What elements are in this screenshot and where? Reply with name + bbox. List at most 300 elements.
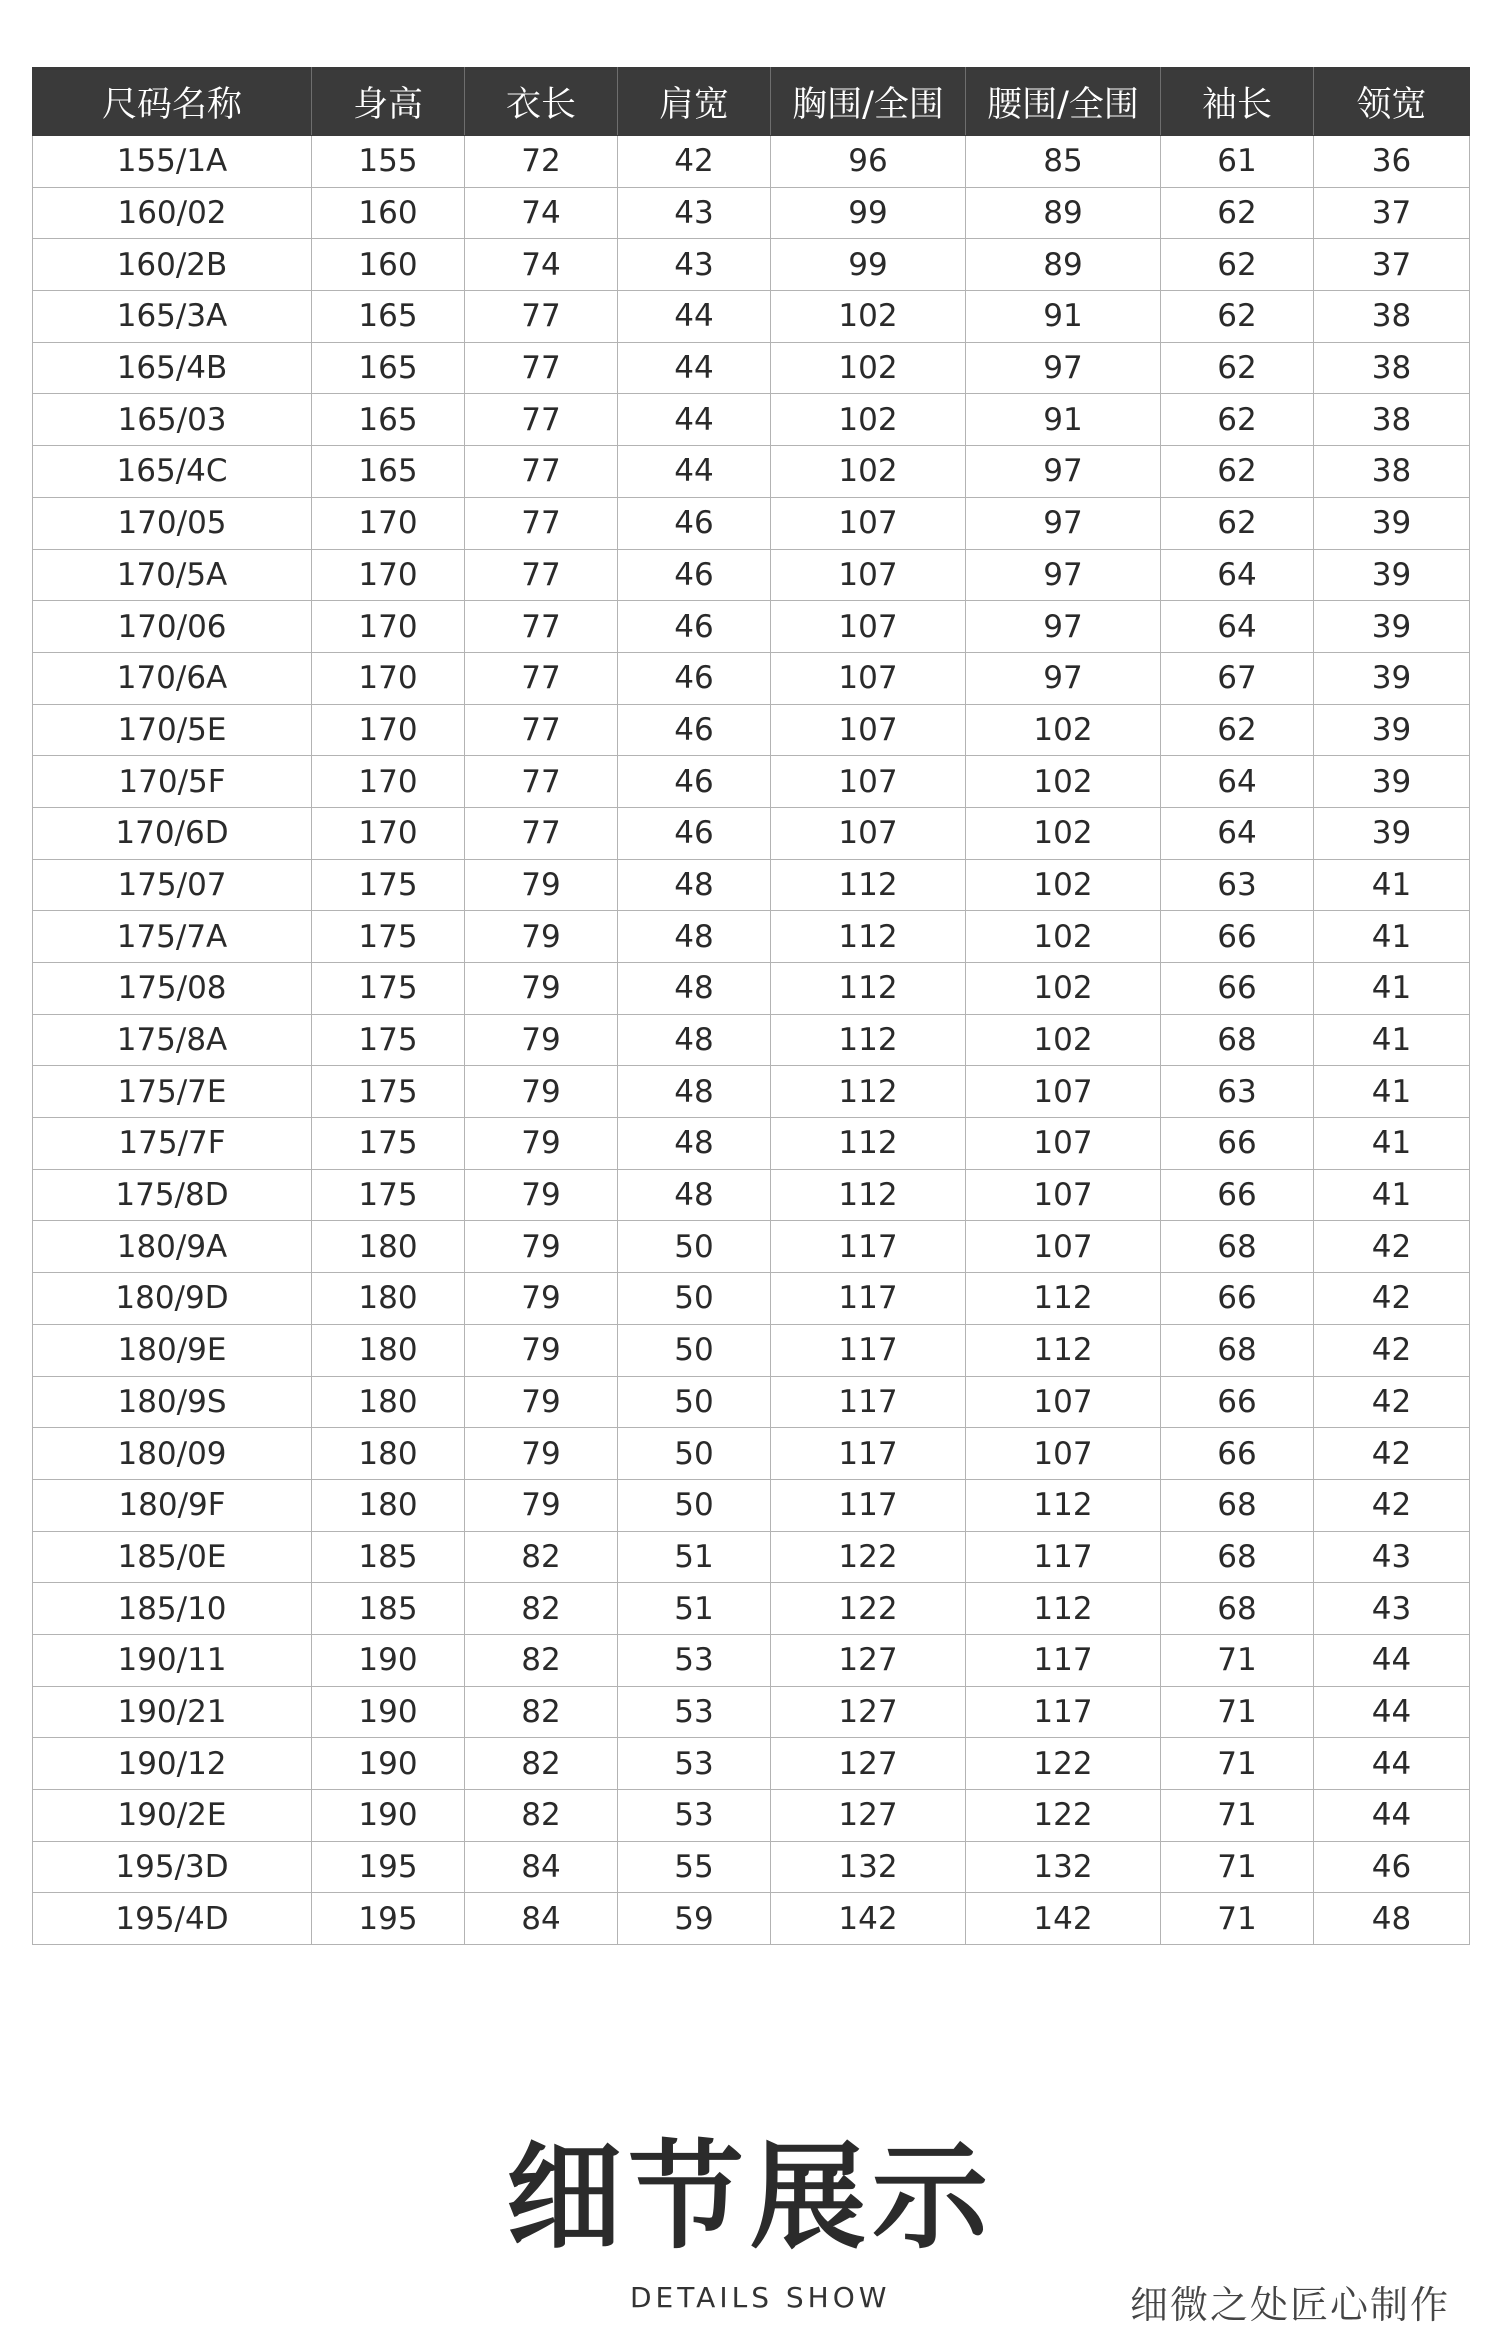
cell-chest: 107	[771, 807, 966, 859]
cell-sleeve-length: 68	[1161, 1583, 1314, 1635]
table-row	[33, 549, 1470, 601]
cell-chest: 107	[771, 497, 966, 549]
cell-collar-width: 43	[1314, 1531, 1470, 1583]
cell-height: 170	[312, 756, 465, 808]
cell-size-name: 175/7E	[33, 1066, 312, 1118]
table-row	[33, 1686, 1470, 1738]
cell-garment-length: 77	[465, 497, 618, 549]
cell-garment-length: 82	[465, 1583, 618, 1635]
cell-collar-width: 42	[1314, 1324, 1470, 1376]
table-row	[33, 239, 1470, 291]
cell-garment-length: 77	[465, 291, 618, 343]
cell-size-name: 165/3A	[33, 291, 312, 343]
cell-waist: 107	[966, 1169, 1161, 1221]
table-row	[33, 187, 1470, 239]
cell-shoulder-width: 53	[618, 1634, 771, 1686]
cell-shoulder-width: 51	[618, 1531, 771, 1583]
table-row	[33, 1893, 1470, 1945]
cell-chest: 99	[771, 187, 966, 239]
cell-height: 175	[312, 963, 465, 1015]
cell-waist: 112	[966, 1479, 1161, 1531]
cell-collar-width: 39	[1314, 497, 1470, 549]
cell-garment-length: 77	[465, 704, 618, 756]
cell-garment-length: 74	[465, 239, 618, 291]
cell-size-name: 175/7F	[33, 1118, 312, 1170]
cell-garment-length: 77	[465, 601, 618, 653]
size-chart-header-row	[33, 68, 1470, 136]
cell-chest: 127	[771, 1790, 966, 1842]
cell-shoulder-width: 46	[618, 652, 771, 704]
cell-shoulder-width: 50	[618, 1428, 771, 1480]
cell-shoulder-width: 50	[618, 1273, 771, 1325]
cell-height: 175	[312, 1169, 465, 1221]
details-tagline: 细微之处匠心制作	[1130, 2283, 1451, 2327]
cell-chest: 99	[771, 239, 966, 291]
cell-garment-length: 77	[465, 756, 618, 808]
cell-height: 175	[312, 1118, 465, 1170]
table-row	[33, 859, 1470, 911]
cell-size-name: 160/2B	[33, 239, 312, 291]
cell-shoulder-width: 46	[618, 601, 771, 653]
cell-waist: 91	[966, 394, 1161, 446]
table-row	[33, 1376, 1470, 1428]
table-row	[33, 704, 1470, 756]
table-row	[33, 1479, 1470, 1531]
header-collar-width: 领宽	[1314, 68, 1470, 136]
cell-sleeve-length: 68	[1161, 1531, 1314, 1583]
cell-garment-length: 79	[465, 1428, 618, 1480]
cell-waist: 85	[966, 136, 1161, 188]
header-size-name: 尺码名称	[33, 68, 312, 136]
cell-waist: 107	[966, 1118, 1161, 1170]
cell-sleeve-length: 64	[1161, 601, 1314, 653]
cell-size-name: 190/2E	[33, 1790, 312, 1842]
cell-collar-width: 48	[1314, 1893, 1470, 1945]
cell-collar-width: 39	[1314, 652, 1470, 704]
cell-height: 195	[312, 1893, 465, 1945]
table-row	[33, 911, 1470, 963]
cell-collar-width: 37	[1314, 187, 1470, 239]
cell-collar-width: 38	[1314, 291, 1470, 343]
table-row	[33, 1221, 1470, 1273]
cell-chest: 122	[771, 1531, 966, 1583]
cell-waist: 102	[966, 704, 1161, 756]
cell-garment-length: 77	[465, 446, 618, 498]
cell-collar-width: 42	[1314, 1221, 1470, 1273]
table-row	[33, 1014, 1470, 1066]
cell-size-name: 190/11	[33, 1634, 312, 1686]
cell-size-name: 165/03	[33, 394, 312, 446]
cell-garment-length: 77	[465, 652, 618, 704]
cell-garment-length: 79	[465, 963, 618, 1015]
cell-height: 170	[312, 652, 465, 704]
cell-height: 175	[312, 1066, 465, 1118]
cell-size-name: 180/9A	[33, 1221, 312, 1273]
cell-shoulder-width: 50	[618, 1479, 771, 1531]
cell-collar-width: 39	[1314, 807, 1470, 859]
cell-size-name: 160/02	[33, 187, 312, 239]
table-row	[33, 394, 1470, 446]
cell-chest: 117	[771, 1479, 966, 1531]
cell-sleeve-length: 71	[1161, 1893, 1314, 1945]
cell-height: 190	[312, 1634, 465, 1686]
cell-shoulder-width: 44	[618, 291, 771, 343]
cell-height: 195	[312, 1841, 465, 1893]
cell-sleeve-length: 68	[1161, 1479, 1314, 1531]
cell-chest: 117	[771, 1273, 966, 1325]
cell-size-name: 185/10	[33, 1583, 312, 1635]
cell-shoulder-width: 48	[618, 1169, 771, 1221]
cell-shoulder-width: 44	[618, 342, 771, 394]
cell-waist: 97	[966, 497, 1161, 549]
cell-shoulder-width: 44	[618, 394, 771, 446]
table-row	[33, 1428, 1470, 1480]
cell-chest: 107	[771, 601, 966, 653]
cell-chest: 112	[771, 1169, 966, 1221]
cell-waist: 122	[966, 1738, 1161, 1790]
cell-shoulder-width: 51	[618, 1583, 771, 1635]
cell-height: 165	[312, 446, 465, 498]
cell-chest: 107	[771, 756, 966, 808]
cell-chest: 112	[771, 963, 966, 1015]
cell-shoulder-width: 48	[618, 859, 771, 911]
size-chart-table	[32, 67, 1470, 1945]
table-row	[33, 1273, 1470, 1325]
cell-shoulder-width: 48	[618, 1014, 771, 1066]
cell-size-name: 195/4D	[33, 1893, 312, 1945]
cell-shoulder-width: 43	[618, 239, 771, 291]
table-row	[33, 446, 1470, 498]
cell-chest: 142	[771, 1893, 966, 1945]
cell-waist: 107	[966, 1376, 1161, 1428]
table-row	[33, 652, 1470, 704]
cell-waist: 97	[966, 601, 1161, 653]
cell-chest: 96	[771, 136, 966, 188]
cell-sleeve-length: 62	[1161, 342, 1314, 394]
cell-chest: 117	[771, 1428, 966, 1480]
cell-sleeve-length: 67	[1161, 652, 1314, 704]
table-row	[33, 807, 1470, 859]
cell-waist: 117	[966, 1686, 1161, 1738]
cell-sleeve-length: 64	[1161, 756, 1314, 808]
cell-garment-length: 79	[465, 1169, 618, 1221]
cell-sleeve-length: 71	[1161, 1634, 1314, 1686]
cell-size-name: 175/8A	[33, 1014, 312, 1066]
cell-sleeve-length: 62	[1161, 394, 1314, 446]
cell-collar-width: 42	[1314, 1273, 1470, 1325]
cell-height: 170	[312, 704, 465, 756]
cell-waist: 142	[966, 1893, 1161, 1945]
cell-height: 165	[312, 291, 465, 343]
cell-shoulder-width: 46	[618, 756, 771, 808]
cell-garment-length: 82	[465, 1634, 618, 1686]
cell-collar-width: 39	[1314, 549, 1470, 601]
table-row	[33, 963, 1470, 1015]
cell-sleeve-length: 64	[1161, 549, 1314, 601]
cell-waist: 97	[966, 549, 1161, 601]
cell-height: 160	[312, 187, 465, 239]
cell-size-name: 175/7A	[33, 911, 312, 963]
cell-sleeve-length: 63	[1161, 1066, 1314, 1118]
header-chest: 胸围/全围	[771, 68, 966, 136]
table-row	[33, 1118, 1470, 1170]
cell-waist: 112	[966, 1324, 1161, 1376]
cell-shoulder-width: 46	[618, 704, 771, 756]
cell-chest: 122	[771, 1583, 966, 1635]
cell-garment-length: 84	[465, 1841, 618, 1893]
cell-waist: 91	[966, 291, 1161, 343]
cell-size-name: 170/6D	[33, 807, 312, 859]
cell-shoulder-width: 59	[618, 1893, 771, 1945]
cell-chest: 127	[771, 1738, 966, 1790]
table-row	[33, 342, 1470, 394]
cell-garment-length: 74	[465, 187, 618, 239]
cell-collar-width: 42	[1314, 1479, 1470, 1531]
cell-sleeve-length: 68	[1161, 1221, 1314, 1273]
cell-garment-length: 77	[465, 342, 618, 394]
cell-shoulder-width: 46	[618, 807, 771, 859]
cell-collar-width: 38	[1314, 342, 1470, 394]
cell-waist: 97	[966, 446, 1161, 498]
cell-height: 185	[312, 1531, 465, 1583]
cell-collar-width: 41	[1314, 1066, 1470, 1118]
cell-collar-width: 37	[1314, 239, 1470, 291]
cell-garment-length: 79	[465, 1221, 618, 1273]
table-row	[33, 1066, 1470, 1118]
cell-sleeve-length: 62	[1161, 704, 1314, 756]
cell-waist: 89	[966, 187, 1161, 239]
cell-chest: 102	[771, 446, 966, 498]
cell-garment-length: 79	[465, 1066, 618, 1118]
cell-chest: 102	[771, 291, 966, 343]
cell-waist: 102	[966, 807, 1161, 859]
cell-waist: 117	[966, 1634, 1161, 1686]
cell-sleeve-length: 68	[1161, 1014, 1314, 1066]
cell-size-name: 190/21	[33, 1686, 312, 1738]
cell-shoulder-width: 53	[618, 1790, 771, 1842]
cell-size-name: 180/9S	[33, 1376, 312, 1428]
cell-garment-length: 82	[465, 1738, 618, 1790]
cell-chest: 112	[771, 859, 966, 911]
cell-garment-length: 77	[465, 394, 618, 446]
cell-size-name: 170/5E	[33, 704, 312, 756]
table-row	[33, 1169, 1470, 1221]
cell-waist: 102	[966, 963, 1161, 1015]
cell-garment-length: 82	[465, 1686, 618, 1738]
cell-collar-width: 39	[1314, 601, 1470, 653]
cell-height: 170	[312, 807, 465, 859]
cell-garment-length: 79	[465, 1273, 618, 1325]
cell-shoulder-width: 53	[618, 1686, 771, 1738]
cell-sleeve-length: 71	[1161, 1790, 1314, 1842]
cell-collar-width: 43	[1314, 1583, 1470, 1635]
cell-size-name: 175/07	[33, 859, 312, 911]
cell-waist: 97	[966, 652, 1161, 704]
cell-garment-length: 79	[465, 911, 618, 963]
cell-height: 175	[312, 1014, 465, 1066]
cell-height: 185	[312, 1583, 465, 1635]
cell-shoulder-width: 50	[618, 1376, 771, 1428]
header-garment-length: 衣长	[465, 68, 618, 136]
details-section-title: 细节展示	[506, 2130, 994, 2265]
cell-collar-width: 44	[1314, 1686, 1470, 1738]
header-sleeve-length: 袖长	[1161, 68, 1314, 136]
table-row	[33, 1531, 1470, 1583]
cell-shoulder-width: 48	[618, 1118, 771, 1170]
cell-garment-length: 79	[465, 859, 618, 911]
cell-size-name: 190/12	[33, 1738, 312, 1790]
cell-height: 160	[312, 239, 465, 291]
cell-size-name: 185/0E	[33, 1531, 312, 1583]
table-row	[33, 291, 1470, 343]
cell-sleeve-length: 66	[1161, 963, 1314, 1015]
cell-size-name: 175/8D	[33, 1169, 312, 1221]
cell-waist: 102	[966, 911, 1161, 963]
cell-collar-width: 36	[1314, 136, 1470, 188]
cell-size-name: 155/1A	[33, 136, 312, 188]
cell-garment-length: 79	[465, 1479, 618, 1531]
table-row	[33, 1324, 1470, 1376]
cell-size-name: 180/9E	[33, 1324, 312, 1376]
cell-height: 165	[312, 342, 465, 394]
table-row	[33, 1790, 1470, 1842]
cell-garment-length: 77	[465, 807, 618, 859]
cell-size-name: 170/5F	[33, 756, 312, 808]
cell-sleeve-length: 62	[1161, 187, 1314, 239]
cell-waist: 102	[966, 1014, 1161, 1066]
cell-garment-length: 77	[465, 549, 618, 601]
table-row	[33, 136, 1470, 188]
cell-size-name: 170/05	[33, 497, 312, 549]
cell-height: 180	[312, 1479, 465, 1531]
cell-collar-width: 38	[1314, 394, 1470, 446]
table-row	[33, 1634, 1470, 1686]
cell-chest: 112	[771, 1066, 966, 1118]
table-row	[33, 601, 1470, 653]
cell-chest: 127	[771, 1634, 966, 1686]
cell-sleeve-length: 68	[1161, 1324, 1314, 1376]
cell-size-name: 170/5A	[33, 549, 312, 601]
cell-chest: 127	[771, 1686, 966, 1738]
cell-height: 180	[312, 1376, 465, 1428]
cell-collar-width: 42	[1314, 1428, 1470, 1480]
size-chart-body	[33, 136, 1470, 1945]
cell-shoulder-width: 46	[618, 497, 771, 549]
cell-height: 170	[312, 549, 465, 601]
cell-garment-length: 79	[465, 1014, 618, 1066]
cell-waist: 107	[966, 1428, 1161, 1480]
cell-chest: 112	[771, 911, 966, 963]
header-shoulder-width: 肩宽	[618, 68, 771, 136]
cell-sleeve-length: 62	[1161, 291, 1314, 343]
cell-garment-length: 79	[465, 1376, 618, 1428]
cell-garment-length: 79	[465, 1118, 618, 1170]
cell-waist: 107	[966, 1066, 1161, 1118]
cell-shoulder-width: 46	[618, 549, 771, 601]
cell-sleeve-length: 66	[1161, 1376, 1314, 1428]
table-row	[33, 1583, 1470, 1635]
cell-size-name: 170/6A	[33, 652, 312, 704]
cell-chest: 117	[771, 1324, 966, 1376]
cell-size-name: 180/9D	[33, 1273, 312, 1325]
cell-waist: 102	[966, 756, 1161, 808]
cell-shoulder-width: 53	[618, 1738, 771, 1790]
cell-sleeve-length: 66	[1161, 1118, 1314, 1170]
cell-shoulder-width: 48	[618, 911, 771, 963]
cell-chest: 107	[771, 549, 966, 601]
cell-collar-width: 41	[1314, 963, 1470, 1015]
cell-height: 190	[312, 1738, 465, 1790]
cell-shoulder-width: 50	[618, 1324, 771, 1376]
cell-garment-length: 79	[465, 1324, 618, 1376]
cell-collar-width: 38	[1314, 446, 1470, 498]
cell-sleeve-length: 66	[1161, 911, 1314, 963]
cell-collar-width: 41	[1314, 911, 1470, 963]
cell-collar-width: 41	[1314, 1169, 1470, 1221]
cell-chest: 132	[771, 1841, 966, 1893]
cell-chest: 117	[771, 1221, 966, 1273]
cell-shoulder-width: 43	[618, 187, 771, 239]
cell-waist: 107	[966, 1221, 1161, 1273]
table-row	[33, 756, 1470, 808]
cell-collar-width: 42	[1314, 1376, 1470, 1428]
cell-garment-length: 72	[465, 136, 618, 188]
cell-height: 180	[312, 1324, 465, 1376]
cell-sleeve-length: 64	[1161, 807, 1314, 859]
cell-collar-width: 44	[1314, 1634, 1470, 1686]
cell-shoulder-width: 42	[618, 136, 771, 188]
cell-waist: 122	[966, 1790, 1161, 1842]
cell-height: 180	[312, 1428, 465, 1480]
header-waist: 腰围/全围	[966, 68, 1161, 136]
cell-collar-width: 44	[1314, 1738, 1470, 1790]
cell-chest: 102	[771, 342, 966, 394]
table-row	[33, 1841, 1470, 1893]
cell-height: 175	[312, 859, 465, 911]
cell-waist: 102	[966, 859, 1161, 911]
cell-height: 155	[312, 136, 465, 188]
cell-chest: 107	[771, 704, 966, 756]
cell-sleeve-length: 71	[1161, 1738, 1314, 1790]
cell-shoulder-width: 55	[618, 1841, 771, 1893]
cell-chest: 117	[771, 1376, 966, 1428]
cell-shoulder-width: 44	[618, 446, 771, 498]
cell-size-name: 170/06	[33, 601, 312, 653]
cell-sleeve-length: 66	[1161, 1169, 1314, 1221]
cell-collar-width: 39	[1314, 756, 1470, 808]
cell-chest: 102	[771, 394, 966, 446]
cell-sleeve-length: 62	[1161, 497, 1314, 549]
cell-garment-length: 82	[465, 1531, 618, 1583]
cell-size-name: 180/09	[33, 1428, 312, 1480]
cell-shoulder-width: 50	[618, 1221, 771, 1273]
cell-sleeve-length: 66	[1161, 1273, 1314, 1325]
cell-chest: 107	[771, 652, 966, 704]
cell-waist: 97	[966, 342, 1161, 394]
cell-collar-width: 41	[1314, 1118, 1470, 1170]
cell-sleeve-length: 61	[1161, 136, 1314, 188]
cell-height: 165	[312, 394, 465, 446]
cell-shoulder-width: 48	[618, 963, 771, 1015]
cell-height: 180	[312, 1273, 465, 1325]
cell-height: 190	[312, 1790, 465, 1842]
cell-size-name: 165/4B	[33, 342, 312, 394]
details-section-subtitle: DETAILS SHOW	[630, 2281, 891, 2314]
cell-sleeve-length: 62	[1161, 446, 1314, 498]
cell-collar-width: 44	[1314, 1790, 1470, 1842]
cell-chest: 112	[771, 1118, 966, 1170]
cell-sleeve-length: 62	[1161, 239, 1314, 291]
